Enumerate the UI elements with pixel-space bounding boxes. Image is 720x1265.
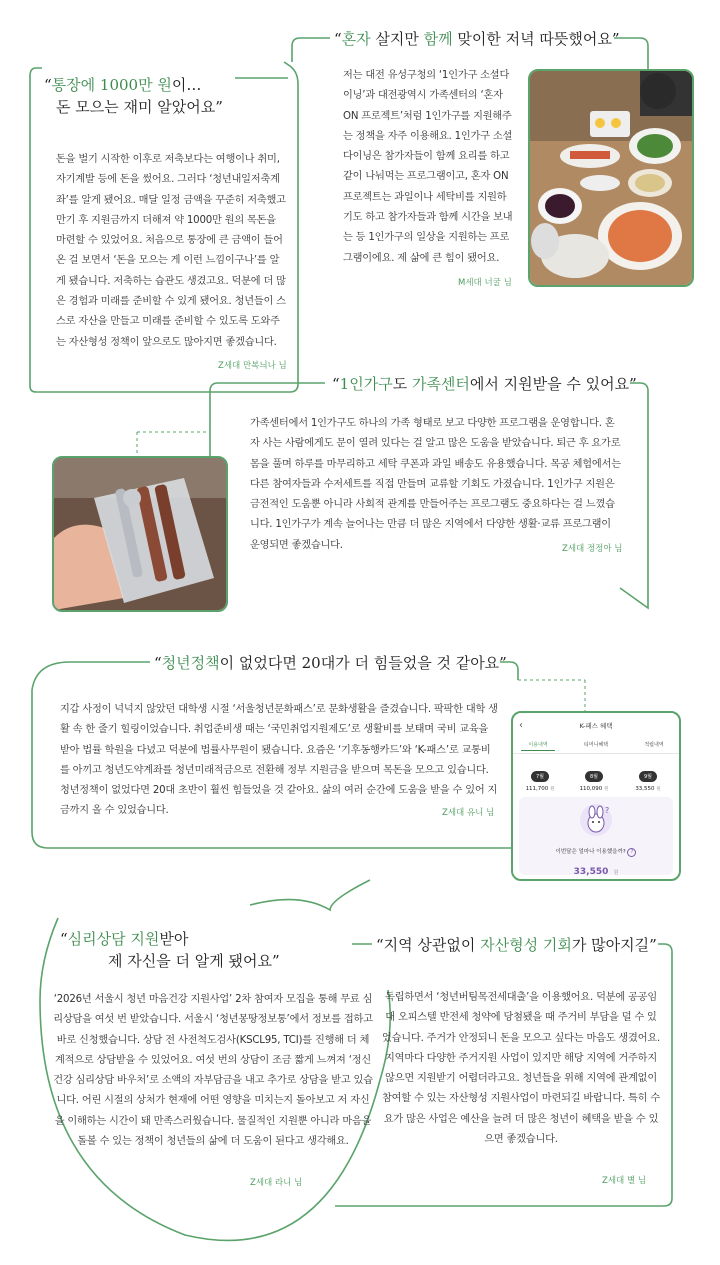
s6-title xyxy=(376,934,657,955)
mascot-icon xyxy=(579,803,613,837)
s6-title-highlight: 자산형성 기회 xyxy=(480,936,572,954)
dinner-table-photo xyxy=(528,69,694,287)
month-badge: 7월 xyxy=(531,771,549,782)
s5-title-line2: 제 자신을 더 알게 됐어요” xyxy=(108,952,280,970)
kpass-app-screenshot xyxy=(511,711,681,881)
svg-text:?: ? xyxy=(605,806,610,815)
month-unit: 원 xyxy=(550,787,555,792)
month-item-september[interactable] xyxy=(633,763,663,792)
month-amount: 33,550 xyxy=(635,786,655,792)
s4-quote-mark: “ xyxy=(154,654,162,672)
s3-title-highlight-1: 1인가구 xyxy=(339,375,393,393)
app-tab-bar xyxy=(513,739,679,754)
s2-signature: M세대 너굴 님 xyxy=(458,278,512,288)
s1-body: 돈을 벌기 시작한 이후로 저축보다는 여행이나 취미, 자기계발 등에 돈을 썼어요. 그러다 ‘청년내일저축계좌’를 알게 됐어요. 매달 일정 금액을 꾸준히 저축했고 만기 후 지원금까지 더해져 약 1000만 원의 목돈을 마련할 수 있었어요. 처음으로 통장에 큰 금액이 들어온 걸 보면서 ‘돈을 모으는 게 이런 느낌이구나’를 알게 됐습니다. 저축하는 습관도 생겼고요. 덕분에 더 많은 경험과 미래를 준비할 수 있게 됐어요. 청년들이 스스로 자산을 만들고 미래를 준비할 수 있도록 도와주는 자산형성 정책이 앞으로도 많아지면 좋겠습니다. xyxy=(56,154,286,348)
s5-title-highlight: 심리상담 지원 xyxy=(67,930,160,948)
s3-signature: Z세대 정정아 님 xyxy=(562,544,623,554)
cutlery-set-photo xyxy=(52,456,228,612)
app-header-title: K-패스 혜택 xyxy=(579,722,613,730)
month-amount: 110,090 xyxy=(579,786,603,792)
tab-tmoney-benefits[interactable]: 티머니혜택 xyxy=(583,742,609,748)
month-amount: 111,700 xyxy=(525,786,549,792)
tab-usage[interactable]: 이용내역 xyxy=(521,741,555,751)
s3-title-highlight-2: 가족센터 xyxy=(411,375,470,393)
s6-body: 독립하면서 ‘청년버팀목전세대출’을 이용했어요. 덕분에 공공임대 오피스텔 반전세 청약에 당첨됐을 때 주거비 부담을 덜 수 있었습니다. 주거가 안정되니 돈을 모으고 싶다는 마음도 생겼어요. 지역마다 다양한 주거지원 사업이 있지만 해당 지역에 거주하지 않으면 지원받기 어렵더라고요. 청년들을 위해 지역에 관계없이 참여할 수 있는 자산형성 지원사업이 마련되길 바랍니다. 특히 수요가 많은 사업은 예산을 늘려 더 많은 청년이 혜택을 받을 수 있으면 좋겠습니다. xyxy=(382,992,661,1146)
s4-title-rest: 이 없었다면 20대가 더 힘들었을 것 같아요” xyxy=(219,654,507,672)
s5-body: ‘2026년 서울시 청년 마음건강 지원사업’ 2차 참여자 모집을 통해 무료 심리상담을 여섯 번 받았습니다. 서울시 ‘청년몽땅정보통’에서 정보를 접하고 바로 신청했습니다. 상담 전 사전척도검사(KSCL95, TCI)를 진행해 더 체계적으로 상담받을 수 있었어요. 여섯 번의 상담이 조금 짧게 느껴져 ‘정신건강 심리상담 바우처’로 소액의 자부담금을 내고 추가로 상담을 받고 있습니다. 어린 시절의 상처가 현재에 어떤 영향을 미치는지 돌아보고 저 자신을 이해하는 시간이 돼 만족스러웠습니다. 물질적인 지원뿐 아니라 마음을 돌볼 수 있는 정책이 청년들의 삶에 더 도움이 된다고 생각해요. xyxy=(53,994,373,1148)
s4-title xyxy=(154,652,507,673)
s2-body: 저는 대전 유성구청의 ‘1인가구 소셜다이닝’과 대전광역시 가족센터의 ‘혼자 ON 프로젝트’처럼 1인가구를 지원해주는 정책을 자주 이용해요. 1인가구 소셜다이닝은 참가자들이 함께 요리를 하고 같이 나눠먹는 프로그램이고, 혼자 ON 프로젝트는 과일이나 세탁비를 지원하기도 하고 참가자들과 함께 시간을 보내는 등 1인가구의 일상을 지원하는 프로그램이에요. 제 삶에 큰 힘이 됐어요. xyxy=(343,70,513,264)
s5-quote-mark: “ xyxy=(60,930,68,948)
usage-total-amount: 33,550 xyxy=(573,867,609,877)
s4-body: 지갑 사정이 넉넉지 않았던 대학생 시절 ‘서울청년문화패스’로 문화생활을 즐겼습니다. 팍팍한 대학 생활 속 한 줄기 힐링이었습니다. 취업준비생 때는 ‘국민취업지원제도’로 생활비를 보태며 국비 교육을 받아 법률 학원을 다녔고 덕분에 법률사무원이 됐습니다. 요즘은 ‘기후동행카드’와 ‘K-패스’로 교통비를 아끼고 청년도약계좌를 청년미래적금으로 전환해 정부 지원금을 받으며 목돈을 모으고 있습니다. 청년정책이 없었다면 20대 초반이 훨씬 힘들었을 것 같아요. 삶의 여러 순간에 도움을 받을 수 있어 지금까지 올 수 있었습니다. xyxy=(60,704,498,817)
s4-signature: Z세대 유니 님 xyxy=(442,808,495,818)
back-chevron-icon[interactable]: ‹ xyxy=(519,720,523,731)
s2-title-highlight-2: 함께 xyxy=(423,30,453,48)
month-item-august[interactable] xyxy=(579,763,609,792)
s2-title-highlight-1: 혼자 xyxy=(341,30,371,48)
s3-body: 가족센터에서 1인가구도 하나의 가족 형태로 보고 다양한 프로그램을 운영합니다. 혼자 사는 사람에게도 문이 열려 있다는 걸 알고 많은 도움을 받았습니다. 퇴근 후 요가로 몸을 풀며 하루를 마무리하고 세탁 쿠폰과 과일 배송도 유용했습니다. 목공 체험에서는 다른 참여자들과 수저세트를 직접 만들며 교류할 기회도 가졌습니다. 1인가구 지원은 금전적인 도움뿐 아니라 사회적 관계를 만들어주는 프로그램도 중요하다는 걸 느꼈습니다. 1인가구가 계속 늘어나는 만큼 더 많은 지역에서 다양한 생활·교류 프로그램이 운영되면 좋겠습니다. xyxy=(250,418,621,551)
info-icon[interactable]: ? xyxy=(627,848,636,857)
s3-quote-mark: “ xyxy=(332,375,340,393)
month-unit: 원 xyxy=(604,787,609,792)
s3-title-rest: 에서 지원받을 수 있어요” xyxy=(469,375,637,393)
s5-title-rest: 받아 xyxy=(159,930,189,948)
s2-title-rest: 맞이한 저녁 따뜻했어요” xyxy=(452,30,620,48)
s1-signature: Z세대 만복늬나 님 xyxy=(218,361,287,371)
s2-quote-mark: “ xyxy=(334,30,342,48)
usage-total-unit: 원 xyxy=(613,870,619,876)
s6-quote-mark: “ xyxy=(376,936,384,954)
s2-title-mid: 살지만 xyxy=(370,30,424,48)
tab-savings[interactable]: 적립내역 xyxy=(644,742,664,748)
month-badge: 9월 xyxy=(639,771,657,782)
month-badge: 8월 xyxy=(585,771,603,782)
s1-title-line2: 돈 모으는 재미 알았어요” xyxy=(56,98,223,116)
s5-signature: Z세대 라니 님 xyxy=(250,1178,303,1188)
s6-signature: Z세대 별 님 xyxy=(602,1176,647,1186)
usage-question xyxy=(513,847,679,857)
s6-title-rest: 가 많아지길” xyxy=(571,936,657,954)
s1-quote-mark: “ xyxy=(44,76,52,94)
usage-question-text: 이번달은 얼마나 이용했을까? xyxy=(555,849,626,855)
s2-title xyxy=(334,28,620,49)
month-unit: 원 xyxy=(656,787,661,792)
usage-total xyxy=(513,859,679,878)
s3-title-mid: 도 xyxy=(392,375,412,393)
s5-title xyxy=(60,928,188,949)
s3-title xyxy=(332,373,637,394)
s1-title-rest: 이… xyxy=(171,76,202,94)
s6-title-pre: 지역 상관없이 xyxy=(383,936,481,954)
s1-title-highlight: 통장에 1000만 원 xyxy=(51,76,172,94)
s4-title-highlight: 청년정책 xyxy=(161,654,220,672)
s1-title xyxy=(44,74,201,95)
month-item-july[interactable] xyxy=(525,763,555,792)
